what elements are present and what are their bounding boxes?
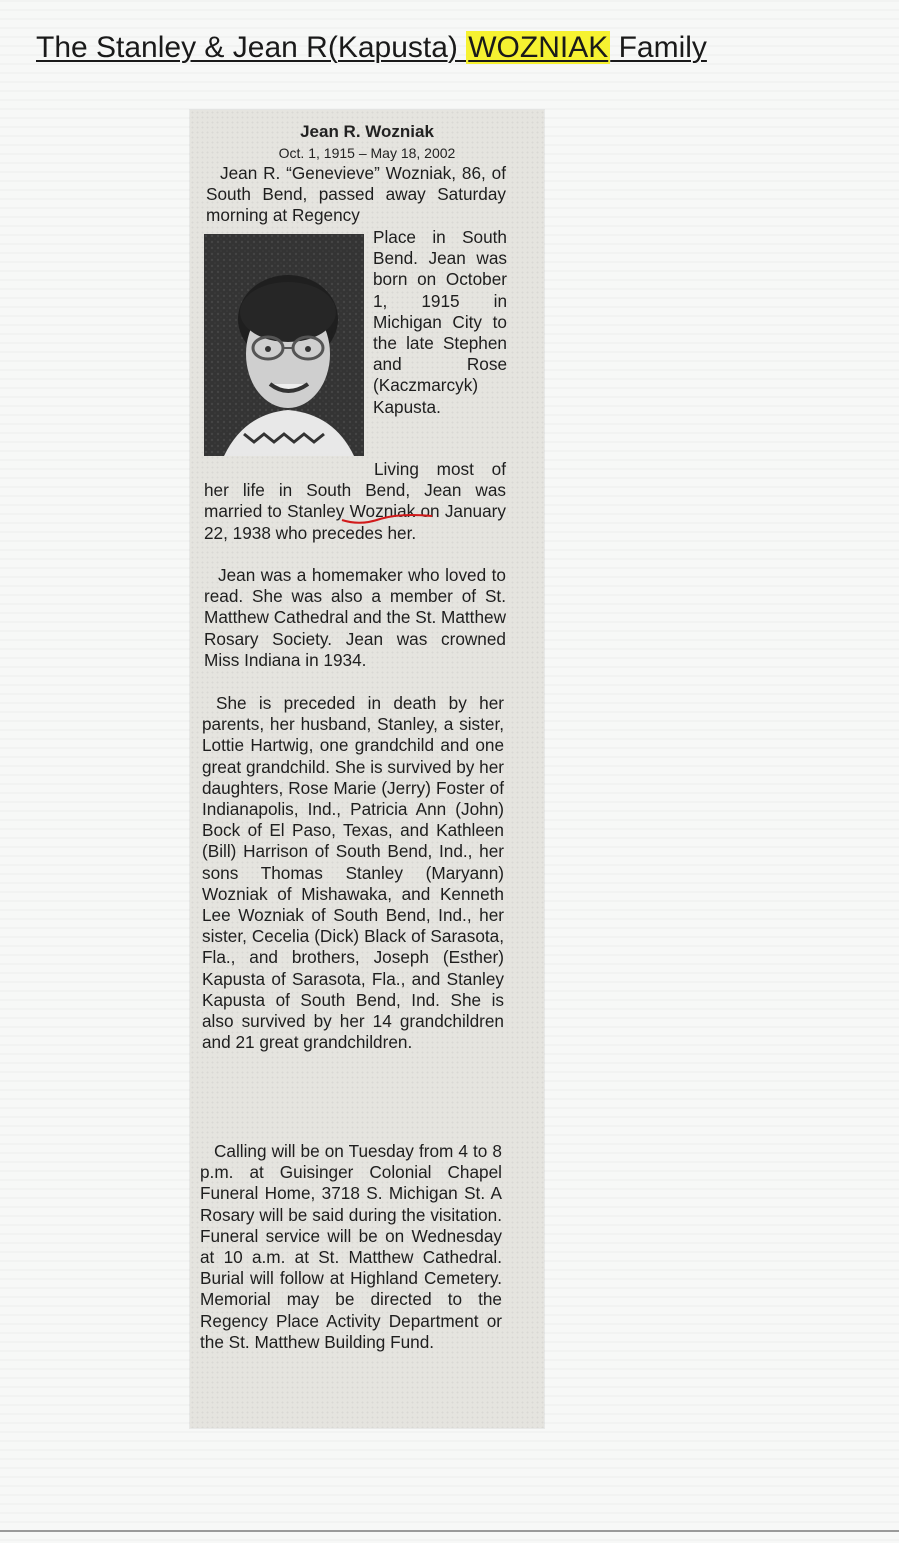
- obituary-paragraph-1: [206, 163, 506, 227]
- paragraph-5-text: Calling will be on Tuesday from 4 to 8 p.m. at Guisinger Colonial Chapel Funeral Home, 3718 S. Michigan St. A Rosary will be said during the visitation. Funeral service will be on Wednesday at 10 a.m. at St. Matthew Cathedral. Burial will follow at Highland Cemetery. Memorial may be directed to the Regency Place Activity Department or the St. Matthew Building Fund.: [200, 1141, 502, 1352]
- obituary-paragraph-1-side: Place in South Bend. Jean was born on October 1, 1915 in Michigan City to the late Stephen and Rose (Kaczmarcyk) Kapusta.: [373, 227, 507, 417]
- obituary-clipping: [190, 110, 544, 1428]
- obituary-paragraph-3: [204, 565, 506, 671]
- paragraph-1-text: Jean R. “Genevieve” Wozniak, 86, of South Bend, passed away Saturday morning at Regency: [206, 163, 506, 226]
- paragraph-3-text: Jean was a homemaker who loved to read. She was also a member of St. Matthew Cathedral and the St. Matthew Rosary Society. Jean was crowned Miss Indiana in 1934.: [204, 565, 506, 670]
- page-bottom-rule: [0, 1530, 899, 1532]
- obituary-paragraph-2: [204, 459, 506, 544]
- portrait-image: [204, 234, 364, 456]
- obituary-paragraph-4: [202, 693, 504, 1053]
- paragraph-2-text: Living most of her life in South Bend, Jean was married to Stanley Wozniak on January 22, 1938 who precedes her.: [204, 459, 506, 543]
- paragraph-4-text: She is preceded in death by her parents, her husband, Stanley, a sister, Lottie Hartwig, one grandchild and one great grandchild. She is survived by her daughters, Rose Marie (Jerry) Foster of Indianapolis, Ind., Patricia Ann (John) Bock of El Paso, Texas, and Kathleen (Bill) Harrison of South Bend, Ind., her sons Thomas Stanley (Maryann) Wozniak of Mishawaka, and Kenneth Lee Wozniak of South Bend, Ind., her sister, Cecelia (Dick) Black of Sarasota, Fla., and brothers, Joseph (Esther) Kapusta of Sarasota, Fla., and Stanley Kapusta of South Bend, Ind. She is also survived by her 14 grandchildren and 21 great grandchildren.: [202, 693, 504, 1053]
- portrait-photo: [204, 234, 364, 456]
- title-suffix: Family: [610, 31, 707, 64]
- title-prefix: The Stanley & Jean R(Kapusta): [36, 31, 467, 64]
- page-title: [36, 30, 707, 66]
- title-highlight: WOZNIAK: [468, 31, 609, 64]
- obituary-paragraph-5: [200, 1141, 502, 1353]
- obituary-dates: Oct. 1, 1915 – May 18, 2002: [278, 145, 456, 161]
- obituary-name: Jean R. Wozniak: [300, 122, 434, 141]
